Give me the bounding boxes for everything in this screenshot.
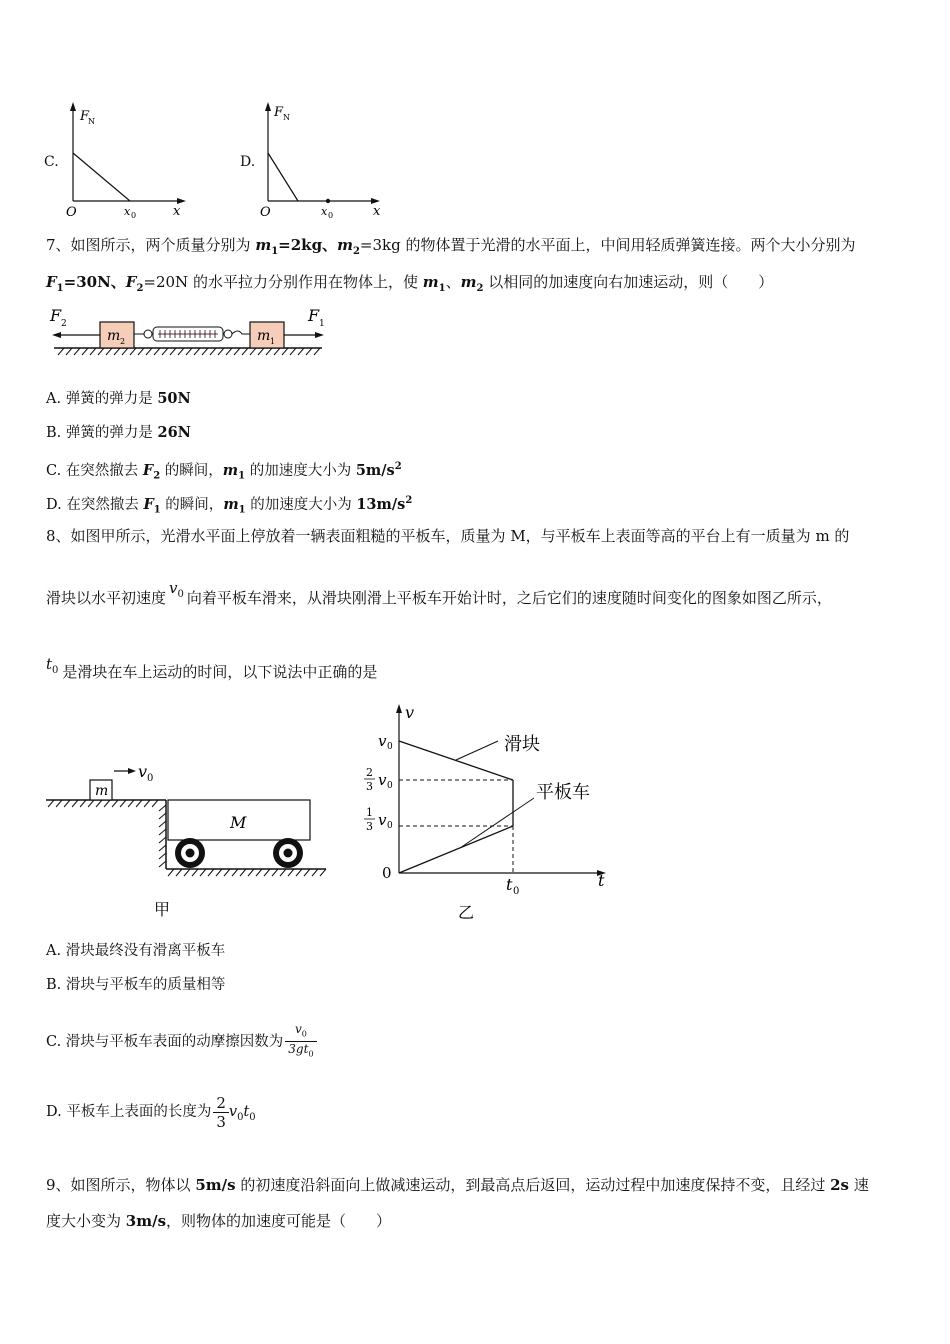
q8-yi-t0: t <box>506 875 513 894</box>
graph-d-yaxis-sub: N <box>283 113 290 122</box>
graph-d-tick: x <box>321 205 328 218</box>
svg-text:0: 0 <box>387 781 393 791</box>
svg-text:3: 3 <box>366 820 373 833</box>
q7-option-b: B. 弹簧的弹力是 26N <box>46 424 191 441</box>
q8-yi-v0: v <box>378 732 387 750</box>
graph-c-plot <box>40 98 200 223</box>
svg-text:0: 0 <box>513 886 520 897</box>
graph-d-xaxis: x <box>373 204 381 219</box>
graph-d-label: D. <box>240 154 256 170</box>
q8-t0: t <box>46 655 53 673</box>
q9-line2: 度大小变为 3m/s，则物体的加速度可能是（ ） <box>46 1212 392 1230</box>
q7-line2: $F_1=30N$、$F_2=20N$ 的水平拉力分别作用在物体上，使 $m_1$、$m_2$ 以相同的加速度向右加速运动，则（ ） <box>46 273 774 294</box>
q8-line3: $t_0$ 是滑块在车上运动的时间，以下说法中正确的是 <box>46 655 378 681</box>
svg-text:1: 1 <box>270 337 276 346</box>
svg-text:0: 0 <box>147 773 154 784</box>
svg-text:1: 1 <box>366 806 373 819</box>
q9-line1: 9、如图所示，物体以 5m/s 的初速度沿斜面向上做减速运动，到最高点后返回，运动过程中加速度保持不变，且经过 2s 速 <box>46 1176 869 1194</box>
q8-line1: 8、如图甲所示，光滑水平面上停放着一辆表面粗糙的平板车，质量为 M，与平板车上表面等高的平台上有一质量为 m 的 <box>46 527 850 545</box>
q8-v0: v <box>169 579 178 597</box>
svg-text:2: 2 <box>120 337 126 346</box>
q7-option-c: C. 在突然撤去 $F_2$ 的瞬间，$m_1$ 的加速度大小为 $5m/s^2$ <box>46 461 402 482</box>
q7-figure <box>46 302 336 362</box>
svg-text:0: 0 <box>387 821 393 831</box>
q8-figure-yi <box>356 700 616 925</box>
q8-yi-two-thirds: v <box>378 771 387 789</box>
q8-option-c-fraction: $\frac{v_0}{3gt_0}$ <box>285 1022 316 1062</box>
q7-block-m2: m <box>107 328 121 344</box>
q8-line2: 滑块以水平初速度$v_0$ 向着平板车滑来，从滑块刚滑上平板车开始计时，之后它们的速度随时间变化的图象如图乙所示， <box>46 579 832 607</box>
q8-figure-jia <box>44 755 334 925</box>
graph-d-plot <box>236 98 396 223</box>
q8-option-b: B. 滑块与平板车的质量相等 <box>46 977 226 993</box>
svg-text:2: 2 <box>61 319 67 329</box>
q7-label-F1: F <box>308 306 320 325</box>
svg-text:3: 3 <box>366 780 373 793</box>
q8-yi-yaxis: v <box>405 703 415 722</box>
graph-c-origin: O <box>66 205 77 220</box>
graph-c-yaxis-sub: N <box>88 117 95 126</box>
q8-jia-cart: M <box>230 813 247 832</box>
graph-c-xaxis: x <box>173 204 181 219</box>
q8-option-a: A. 滑块最终没有滑离平板车 <box>46 943 226 959</box>
graph-c-tick-sub: 0 <box>131 211 137 220</box>
q8-option-d: D. 平板车上表面的长度为 $\frac{2}{3}$ $v_0t_0$ <box>46 1093 256 1131</box>
graph-c-label: C. <box>44 154 59 170</box>
graph-d-tick-sub: 0 <box>328 211 334 220</box>
q8-yi-label-slider: 滑块 <box>504 734 540 755</box>
svg-text:0: 0 <box>387 742 393 752</box>
q8-yi-label-cart: 平板车 <box>536 782 590 803</box>
q7-label-F2: F <box>50 306 62 325</box>
q8-option-d-fraction: $\frac{2}{3}$ <box>213 1094 229 1131</box>
q8-yi-xaxis: t <box>598 871 605 890</box>
q8-jia-caption: 甲 <box>154 900 171 919</box>
q7-option-d: D. 在突然撤去 $F_1$ 的瞬间，$m_1$ 的加速度大小为 $13m/s^2$ <box>46 495 413 516</box>
q7-option-a: A. 弹簧的弹力是 50N <box>46 390 191 407</box>
q8-jia-v0: v <box>138 762 148 781</box>
graph-c-yaxis: F <box>80 109 90 124</box>
q8-yi-one-third: v <box>378 811 387 829</box>
q8-yi-origin: 0 <box>382 864 392 882</box>
graph-d-origin: O <box>260 205 271 220</box>
svg-text:2: 2 <box>366 766 373 779</box>
q7-line1: 7、如图所示，两个质量分别为 $m_1=2kg$、$m_2=3kg$ 的物体置于光滑的水平面上，中间用轻质弹簧连接。两个大小分别为 <box>46 236 856 257</box>
q8-option-c: C. 滑块与平板车表面的动摩擦因数为 $\frac{v_0}{3gt_0}$ <box>46 1022 317 1062</box>
svg-text:1: 1 <box>319 319 325 329</box>
q8-yi-caption: 乙 <box>458 903 475 922</box>
graph-d-yaxis: F <box>274 105 284 120</box>
graph-d <box>236 98 396 223</box>
graph-c-tick: x <box>124 205 131 218</box>
q7-block-m1: m <box>257 328 271 344</box>
q8-jia-block: m <box>95 783 109 799</box>
graph-c <box>40 98 200 223</box>
